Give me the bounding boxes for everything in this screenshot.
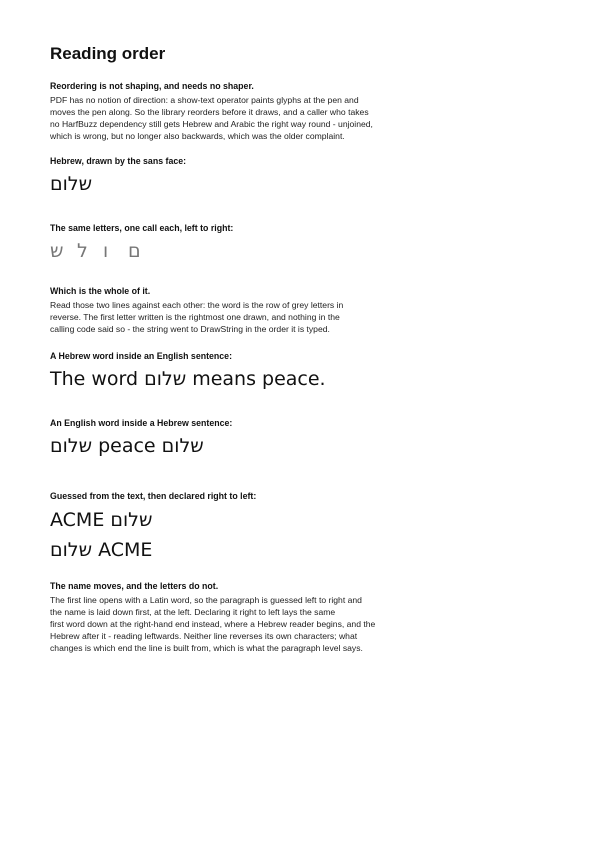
section-heading-hebrew-sans: Hebrew, drawn by the sans face: (50, 156, 187, 166)
paragraph-line: changes is which end the line is built from, which is what the paragraph level says. (50, 643, 363, 653)
paragraph-line: reverse. The first letter written is the rightmost one drawn, and nothing in the (50, 312, 340, 322)
guessed-ltr-line: ACME שלום (50, 509, 153, 531)
grey-letter: ם (128, 240, 141, 262)
mixed-hebrew-sentence: שלום peace שלום (50, 435, 204, 457)
declared-rtl-line: ACME שלום (50, 539, 153, 561)
paragraph-line: Hebrew after it - reading leftwards. Neither line reverses its own characters; what (50, 631, 358, 641)
mixed-english-sentence (50, 368, 326, 390)
paragraph-line: The first line opens with a Latin word, so the paragraph is guessed left to right and (50, 595, 362, 605)
hebrew-word: שלום (144, 368, 187, 390)
grey-letter: ל (77, 240, 88, 262)
sentence-end: means peace. (186, 368, 326, 390)
paragraph-line: calling code said so - the string went to DrawString in the order it is typed. (50, 324, 330, 334)
paragraph-reordering (50, 94, 400, 142)
paragraph-line: first word down at the right-hand end instead, where a Hebrew reader begins, and the (50, 619, 376, 629)
paragraph-line: PDF has no notion of direction: a show-text operator paints glyphs at the pen and (50, 95, 359, 105)
paragraph-line: which is wrong, but no longer also backwards, which was the older complaint. (50, 131, 345, 141)
page-title: Reading order (50, 44, 166, 63)
grey-letter-row (50, 240, 170, 266)
section-heading-english-in-hebrew: An English word inside a Hebrew sentence: (50, 418, 233, 428)
section-heading-guessed-declared: Guessed from the text, then declared right to left: (50, 491, 257, 501)
section-heading-name-moves: The name moves, and the letters do not. (50, 581, 219, 591)
section-heading-reordering: Reordering is not shaping, and needs no shaper. (50, 81, 254, 91)
paragraph-name-moves (50, 594, 400, 654)
section-heading-whole: Which is the whole of it. (50, 286, 151, 296)
paragraph-line: Read those two lines against each other: the word is the row of grey letters in (50, 300, 344, 310)
section-heading-hebrew-in-english: A Hebrew word inside an English sentence: (50, 351, 233, 361)
paragraph-line: no HarfBuzz dependency still gets Hebrew and Arabic the right way round - unjoined, (50, 119, 373, 129)
paragraph-line: the name is laid down first, at the left. Declaring it right to left lays the same (50, 607, 336, 617)
grey-letter: ש (50, 240, 64, 262)
section-heading-letters: The same letters, one call each, left to right: (50, 223, 234, 233)
paragraph-whole (50, 299, 400, 335)
paragraph-line: moves the pen along. So the library reorders before it draws, and a caller who takes (50, 107, 369, 117)
hebrew-sample: שלום (50, 173, 93, 195)
sentence-start: The word (50, 368, 145, 390)
grey-letter: ו (103, 240, 109, 262)
